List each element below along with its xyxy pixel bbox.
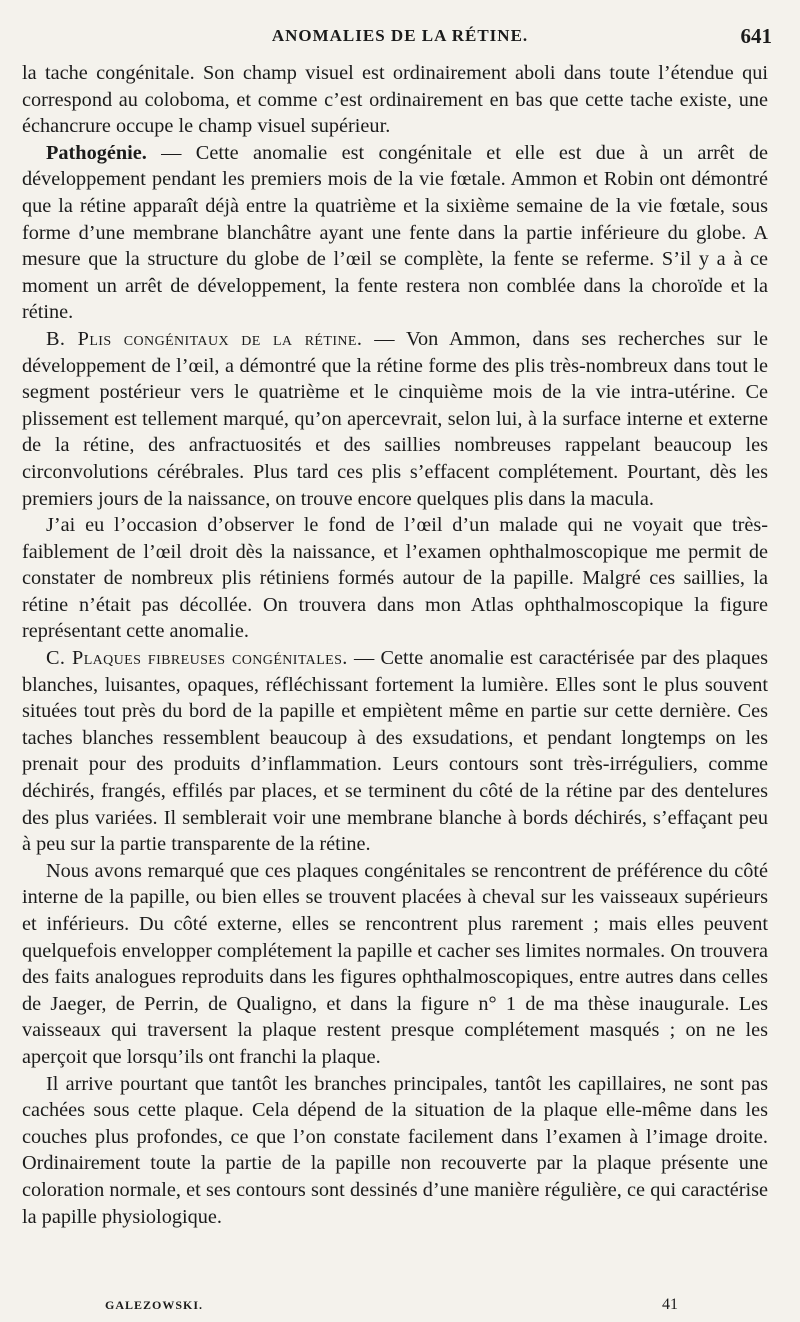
paragraph-text: — Von Ammon, dans ses recherches sur le développement de l’œil, a démontré que la rétine forme des plis très-nombreux dans tout le segment postérieur vers le quatrième et le cinquième mois de la vie intra-utérine. Ce plissement est tellement marqué, qu’on apercevrait, selon lui, à la surface interne et externe de la rétine, des anfractuosités et des saillies nombreuses rappelant beaucoup les circonvolutions cérébrales. Plus tard ces plis s’effacent complétement. Pourtant, dès les premiers jours de la naissance, on trouve encore quelques plis dans la macula. (22, 327, 768, 510)
paragraph-text: Il arrive pourtant que tantôt les branches principales, tantôt les capillaires, ne sont pas cachées sous cette plaque. Cela dépend de la situation de la plaque elle-même dans les couches plus profondes, ce que l’on constate facilement dans l’examen à l’image droite. Ordinairement toute la partie de la papille non recouverte par la plaque présente une coloration normale, et ses contours sont dessinés d’une manière régulière, ce qui caractérise la papille physiologique. (22, 1072, 768, 1228)
section-heading-plis-congenitaux: B. Plis congénitaux de la rétine. (46, 327, 363, 350)
sheet-number: 41 (662, 1296, 678, 1313)
running-head (0, 26, 800, 50)
paragraph-text: — Cette anomalie est caractérisée par des plaques blanches, luisantes, opaques, réfléchissant fortement la lumière. Elles sont le plus souvent situées tout près du bord de la papille et empiètent même en partie sur cette dernière. Ces taches blanches ressemblent beaucoup à des exsudations, et pendant longtemps on les prenait pour des produits d’inflammation. Leurs contours sont très-irréguliers, comme déchirés, frangés, effilés par places, et se terminent du côté de la rétine par des dentelures des plus variées. Il semblerait voir une membrane blanche à bords déchirés, s’effaçant peu à peu sur la partie transparente de la rétine. (22, 647, 768, 856)
paragraph-text: — Cette anomalie est congénitale et elle est due à un arrêt de développement pendant les premiers mois de la vie fœtale. Ammon et Robin ont démontré que la rétine apparaît déjà entre la quatrième et la sixième semaine de la vie fœtale, sous forme d’une membrane blanchâtre ayant une fente dans la partie inférieure du globe. A mesure que la structure du globe de l’œil se complète, la fente se referme. S’il y a à ce moment un arrêt de développement, la fente restera non comblée dans la choroïde et la rétine. (22, 141, 768, 324)
paragraph-text: J’ai eu l’occasion d’observer le fond de l’œil d’un malade qui ne voyait que très-faiblement de l’œil droit dès la naissance, et l’examen ophthalmoscopique me permit de constater de nombreux plis rétiniens formés autour de la papille. Malgré ces saillies, la rétine n’était pas décollée. On trouvera dans mon Atlas ophthalmoscopique la figure représentant cette anomalie. (22, 514, 768, 643)
paragraph-pathogenie (22, 140, 768, 326)
paragraph-text: la tache congénitale. Son champ visuel est ordinairement aboli dans toute l’étendue qui correspond au coloboma, et comme c’est ordinairement en bas que cette tache existe, une échancrure occupe le champ visuel supérieur. (22, 62, 768, 138)
body-text (22, 60, 768, 1230)
paragraph-plis-congenitaux (22, 326, 768, 512)
paragraph-continuation (22, 60, 768, 140)
paragraph-vaisseaux (22, 1071, 768, 1231)
running-title: ANOMALIES DE LA RÉTINE. (271, 26, 529, 45)
paragraph-text: Nous avons remarqué que ces plaques congénitales se rencontrent de préférence du côté interne de la papille, ou bien elles se trouvent placées à cheval sur les vaisseaux supérieurs et inférieurs. Du côté externe, elles se rencontrent plus rarement ; mais elles peuvent quelquefois envelopper complétement la papille et cacher ses limites normales. On trouvera des faits analogues reproduits dans les figures ophthalmoscopiques, entre autres dans celles de Jaeger, de Perrin, de Qualigno, et dans la figure n° 1 de ma thèse inaugurale. Les vaisseaux qui traversent la plaque restent presque complétement masqués ; on ne les aperçoit que lorsqu’ils ont franchi la plaque. (22, 859, 768, 1068)
paragraph-lead-pathogenie: Pathogénie. (46, 141, 147, 164)
page-footer (0, 1296, 800, 1318)
page-number: 641 (740, 24, 772, 48)
paragraph-observation (22, 512, 768, 645)
section-heading-plaques-fibreuses: C. Plaques fibreuses congénitales. (46, 647, 348, 670)
author-signature: GALEZOWSKI. (105, 1298, 204, 1312)
paragraph-localisation (22, 858, 768, 1071)
paragraph-plaques-fibreuses (22, 645, 768, 858)
